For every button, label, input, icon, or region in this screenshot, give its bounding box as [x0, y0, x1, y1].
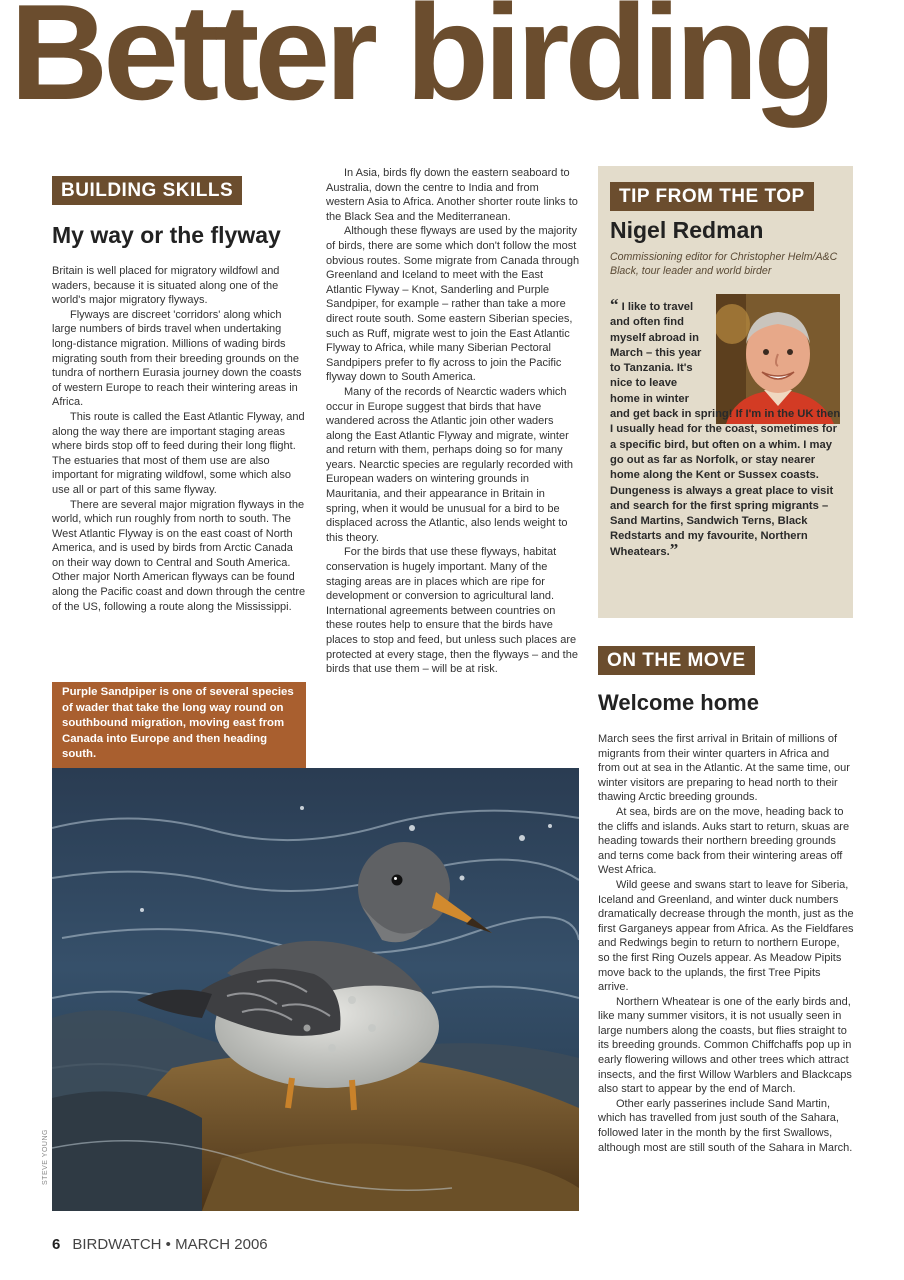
article-headline-flyway: My way or the flyway [52, 222, 281, 248]
photo-credit: STEVE YOUNG [42, 1129, 49, 1185]
expert-name: Nigel Redman [610, 217, 764, 243]
open-quote: “ [610, 295, 619, 314]
expert-role: Commissioning editor for Christopher Helm/A&C Black, tour leader and world birder [610, 251, 838, 278]
page-footer [52, 1236, 268, 1253]
paragraph: This route is called the East Atlantic Flyway, and along the way there are important staging areas where birds stop off to feed during their long flight. The estuaries that most of them use are also important for migrating wildfowl, some which also use all or part of this same flyway. [52, 410, 305, 496]
paragraph: Although these flyways are used by the majority of birds, there are some which don't follow the most obvious routes. Some migrate from Canada through Greenland and Iceland to meet with the East Atlantic Flyway – Knot, Sanderling and Purple Sandpiper, for example – rather than take a more direct route south. Some eastern Siberian species, such as Ruff, migrate west to join the East Atlantic Flyway to Africa, while many Siberian Pectoral Sandpipers prefer to fly across to join the Pacific flyway down to South America. [326, 225, 580, 384]
close-quote: ” [669, 539, 679, 559]
paragraph: There are several major migration flyways in the world, which run roughly from north to south. The West Atlantic Flyway is on the east coast of North America, and is used by birds from Arctic Canada on their way down to Central and South America. Other major North American flyways can be found along the Pacific coast and down through the centre of the US, following a route along the Mississippi. [52, 498, 306, 613]
paragraph: Many of the records of Nearctic waders which occur in Europe suggest that birds that have wandered across the Atlantic join other waders along the East Atlantic Flyway and migrate, winter and return with them, perhaps doing so for many years. Nearctic species are regularly recorded with European waders on wintering grounds in Mauritania, and their appearance in Britain in spring, when it would be unusual for a bird to be displaced across the Atlantic, also lends weight to this theory. [326, 385, 573, 544]
section-label-on-the-move: ON THE MOVE [598, 646, 755, 675]
article-column-1 [52, 264, 306, 614]
quote-wrapped: I like to travel and often find myself abroad in March – this year to Tanzania. It's nice to leave home in winter [610, 301, 702, 405]
paragraph: Northern Wheatear is one of the early birds and, like many summer visitors, it is not usually seen in large numbers along the coasts, but flies straight to its breeding grounds. Common Chiffchaffs pop up in early flowering willows and other trees which attract insects, and the first Willow Warblers and Blackcaps also start to appear by the end of March. [598, 995, 852, 1096]
section-label-building-skills: BUILDING SKILLS [52, 176, 242, 205]
quote-rest-text [610, 407, 843, 560]
article-column-2 [326, 166, 580, 677]
paragraph: Wild geese and swans start to leave for Siberia, Iceland and Greenland, and winter duck numbers dramatically decrease through the month, just as the first Garganeys appear from Africa. As the Fieldfares and Redwings begin to return to northern Europe, so the first Ring Ouzels appear. As Meadow Pipits move back to the uplands, the first Tree Pipits arrive. [598, 878, 854, 994]
expert-quote [610, 295, 843, 560]
photo-caption-text: Purple Sandpiper is one of several species of wader that take the long way round on southbound migration, moving east from Canada into Europe and then heading south. [62, 686, 294, 761]
masthead-title: Better birding [10, 0, 832, 128]
page-number: 6 [52, 1236, 61, 1253]
paragraph: Other early passerines include Sand Martin, which has travelled from just south of the Sahara, followed later in the month by the first Swallows, although most are still south of the Sahara in March. [598, 1097, 853, 1154]
quote-rest: and get back in spring! If I'm in the UK then I usually head for the coast, sometimes for a specific bird, but often on a whim. I may go out as far as Norfolk, or stay nearer home along the Kent or Sussex coasts. Dungeness is always a great place to visit and search for the first spring migrants – Sand Martins, Sandwich Terns, Black Redstarts and my favourite, Northern Wheatears. [610, 408, 841, 558]
paragraph: At sea, birds are on the move, heading back to the cliffs and islands. Auks start to return, skuas are heading towards their northern breeding grounds and terns come back from their wintering areas off West Africa. [598, 805, 850, 877]
quote-wrapped-text [610, 295, 708, 407]
paragraph: March sees the first arrival in Britain of millions of migrants from their winter quarters in Africa and from out at sea in the Atlantic. At the same time, our winter visitors are preparing to head north to their thawing Arctic breeding grounds. [598, 733, 850, 804]
sandpiper-photo [52, 768, 579, 1211]
paragraph: Flyways are discreet 'corridors' along which large numbers of birds travel when undertaking long-distance migration. Millions of wading birds migrating south from their breeding grounds on the tundra of northern Eurasia journey down the coasts of western Europe to reach their wintering areas in Africa. [52, 308, 302, 409]
paragraph: For the birds that use these flyways, habitat conservation is hugely important. Many of the staging areas are in places which are ripe for development or conversion to agricultural land. International agreements between countries on these routes help to ensure that the birds have places to stop and feed, but unless such places are protected at every stage, then the flyways – and the birds that use them – will be at risk. [326, 546, 578, 676]
paragraph: In Asia, birds fly down the eastern seaboard to Australia, down the centre to India and from western Asia to Africa. Another shorter route links to the Black Sea and the Mediterranean. [326, 167, 578, 223]
paragraph: Britain is well placed for migratory wildfowl and waders, because it is situated along one of the world's major migratory flyways. [52, 265, 280, 307]
section-label-tip: TIP FROM THE TOP [610, 182, 814, 211]
article-headline-welcome-home: Welcome home [598, 690, 759, 715]
article-column-3 [598, 732, 854, 1155]
publication-info: BIRDWATCH • MARCH 2006 [72, 1236, 268, 1253]
sandpiper-illustration [52, 768, 579, 1211]
photo-caption [52, 682, 306, 768]
tip-box [598, 166, 853, 618]
